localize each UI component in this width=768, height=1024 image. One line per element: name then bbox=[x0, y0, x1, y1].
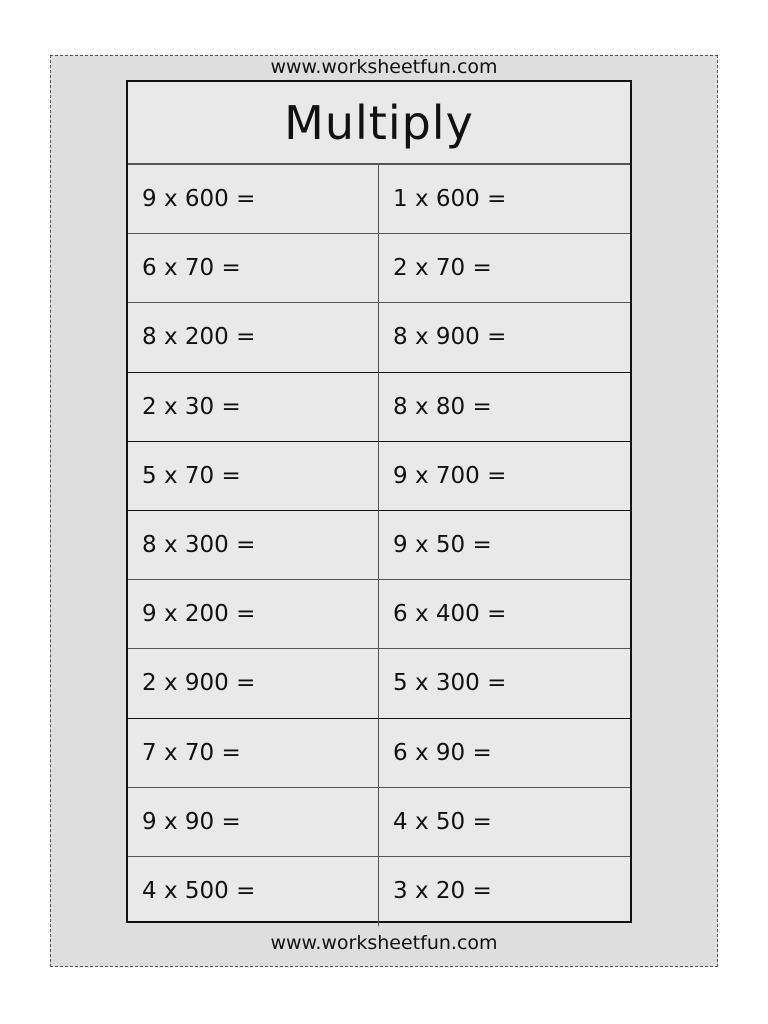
problem-row bbox=[128, 234, 630, 303]
problem-cell: 2 x 900 = bbox=[128, 649, 379, 717]
problem-row bbox=[128, 165, 630, 234]
title-box bbox=[128, 82, 630, 165]
problem-cell: 6 x 90 = bbox=[393, 739, 492, 766]
problem-row bbox=[128, 649, 630, 718]
problem-row bbox=[128, 580, 630, 649]
problem-cell: 8 x 200 = bbox=[128, 303, 379, 371]
problem-row bbox=[128, 788, 630, 857]
problem-cell: 2 x 30 = bbox=[128, 373, 379, 441]
problem-cell: 8 x 900 = bbox=[393, 324, 507, 351]
source-url-bottom: www.worksheetfun.com bbox=[270, 932, 498, 954]
problem-cell: 4 x 500 = bbox=[128, 857, 379, 926]
problem-cell: 7 x 70 = bbox=[128, 719, 379, 787]
problem-grid bbox=[128, 165, 630, 926]
problem-cell: 9 x 700 = bbox=[393, 462, 507, 489]
problem-cell: 9 x 90 = bbox=[128, 788, 379, 856]
source-url-top: www.worksheetfun.com bbox=[270, 56, 498, 78]
problem-cell: 8 x 300 = bbox=[128, 511, 379, 579]
problem-row bbox=[128, 857, 630, 926]
problem-cell: 1 x 600 = bbox=[393, 186, 507, 213]
problem-cell: 6 x 400 = bbox=[393, 601, 507, 628]
problem-cell: 3 x 20 = bbox=[393, 878, 492, 905]
problem-cell: 4 x 50 = bbox=[393, 808, 492, 835]
problem-cell: 5 x 300 = bbox=[393, 670, 507, 697]
problem-cell: 9 x 50 = bbox=[393, 532, 492, 559]
problem-row bbox=[128, 719, 630, 788]
problem-row bbox=[128, 442, 630, 511]
problem-cell: 9 x 200 = bbox=[128, 580, 379, 648]
problem-row bbox=[128, 303, 630, 372]
problem-cell: 2 x 70 = bbox=[393, 255, 492, 282]
problem-cell: 8 x 80 = bbox=[393, 393, 492, 420]
problem-cell: 9 x 600 = bbox=[128, 165, 379, 233]
worksheet-page bbox=[50, 55, 718, 967]
problem-cell: 5 x 70 = bbox=[128, 442, 379, 510]
page-title: Multiply bbox=[284, 95, 474, 150]
worksheet-table bbox=[126, 80, 632, 923]
problem-row bbox=[128, 511, 630, 580]
problem-row bbox=[128, 373, 630, 442]
problem-cell: 6 x 70 = bbox=[128, 234, 379, 302]
